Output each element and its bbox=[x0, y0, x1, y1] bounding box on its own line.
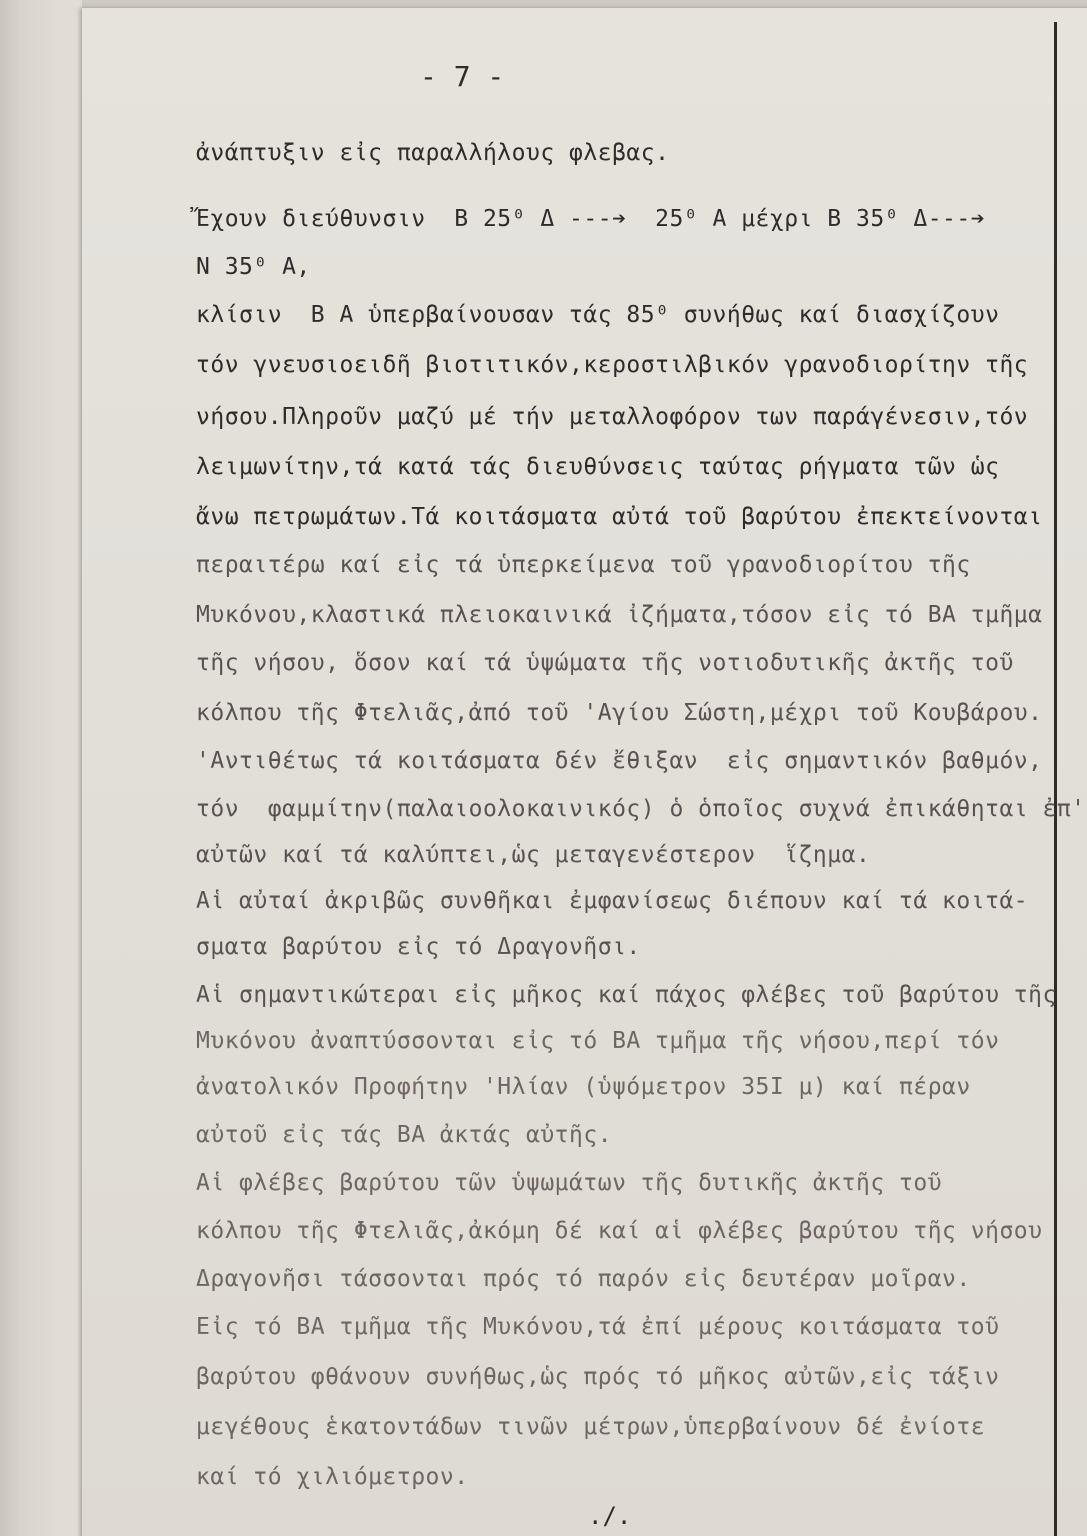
text-line: Αἱ αὐταί ἀκριβῶς συνθῆκαι ἐμφανίσεως διέπουν καί τά κοιτά- bbox=[196, 888, 1029, 914]
text-line: αὐτῶν καί τά καλύπτει,ὡς μεταγενέστερον ἵζημα. bbox=[196, 842, 871, 868]
text-line: καί τό χιλιόμετρον. bbox=[196, 1464, 469, 1490]
text-line: Αἱ σημαντικώτεραι εἰς μῆκος καί πάχος φλέβες τοῦ βαρύτου τῆς bbox=[196, 982, 1057, 1008]
text-line: τῆς νήσου, ὅσον καί τά ὑψώματα τῆς νοτιοδυτικῆς ἀκτῆς τοῦ bbox=[196, 650, 1014, 676]
text-line: νήσου.Πληροῦν μαζύ μέ τήν μεταλλοφόρον των παράγένεσιν,τόν bbox=[196, 404, 1029, 430]
text-line: κόλπου τῆς Φτελιᾶς,ἀκόμη δέ καί αἱ φλέβες βαρύτου τῆς νήσου bbox=[196, 1218, 1043, 1244]
text-line: Μυκόνου,κλαστικά πλειοκαινικά ἰζήματα,τόσον εἰς τό ΒΑ τμῆμα bbox=[196, 602, 1043, 628]
text-line: περαιτέρω καί εἰς τά ὑπερκείμενα τοῦ γρανοδιορίτου τῆς bbox=[196, 552, 971, 578]
text-line: λειμωνίτην,τά κατά τάς διευθύνσεις ταύτας ρήγματα τῶν ὡς bbox=[196, 454, 1000, 480]
text-line: ἀνατολικόν Προφήτην 'Ηλίαν (ὑψόμετρον 35Ι μ) καί πέραν bbox=[196, 1074, 971, 1100]
page-number: - 7 - bbox=[420, 60, 505, 93]
text-line: τόν φαμμίτην(παλαιοολοκαινικός) ὁ ὁποῖος συχνά ἐπικάθηται ἐπ' bbox=[196, 796, 1086, 822]
text-line: Δραγονῆσι τάσσονται πρός τό παρόν εἰς δευτέραν μοῖραν. bbox=[196, 1266, 971, 1292]
text-line: βαρύτου φθάνουν συνήθως,ὡς πρός τό μῆκος αὐτῶν,εἰς τάξιν bbox=[196, 1364, 1000, 1390]
text-line: τόν γνευσιοειδῆ βιοτιτικόν,κεροστιλβικόν γρανοδιορίτην τῆς bbox=[196, 352, 1029, 378]
text-line: Αἱ φλέβες βαρύτου τῶν ὑψωμάτων τῆς δυτικῆς ἀκτῆς τοῦ bbox=[196, 1170, 943, 1196]
text-line: ἀνάπτυξιν εἰς παραλλήλους φλεβας. bbox=[196, 140, 670, 166]
text-line: σματα βαρύτου εἰς τό Δραγονῆσι. bbox=[196, 934, 641, 960]
right-margin-rule bbox=[1054, 22, 1057, 1536]
text-line: κόλπου τῆς Φτελιᾶς,ἀπό τοῦ 'Αγίου Σώστη,μέχρι τοῦ Κουβάρου. bbox=[196, 700, 1043, 726]
text-line: μεγέθους ἑκατοντάδων τινῶν μέτρων,ὑπερβαίνουν δέ ἐνίοτε bbox=[196, 1414, 986, 1440]
text-line: Εἰς τό ΒΑ τμῆμα τῆς Μυκόνου,τά ἐπί μέρους κοιτάσματα τοῦ bbox=[196, 1314, 1000, 1340]
text-line: 'Αντιθέτως τά κοιτάσματα δέν ἔθιξαν εἰς σημαντικόν βαθμόν, bbox=[196, 748, 1043, 774]
end-mark: ./. bbox=[588, 1502, 632, 1530]
text-line: Μυκόνου ἀναπτύσσονται εἰς τό ΒΑ τμῆμα τῆς νήσου,περί τόν bbox=[196, 1028, 1000, 1054]
text-line: κλίσιν Β Α ὑπερβαίνουσαν τάς 85⁰ συνήθως καί διασχίζουν bbox=[196, 302, 1000, 328]
text-line: Ν 35⁰ Α, bbox=[196, 254, 311, 280]
text-line: αὐτοῦ εἰς τάς ΒΑ ἀκτάς αὐτῆς. bbox=[196, 1122, 613, 1148]
text-line: Ἔχουν διεύθυνσιν Β 25⁰ Δ ---➔ 25⁰ Α μέχρι Β 35⁰ Δ---➔ bbox=[196, 206, 986, 232]
text-line: ἄνω πετρωμάτων.Τά κοιτάσματα αὐτά τοῦ βαρύτου ἐπεκτείνονται bbox=[196, 504, 1043, 530]
